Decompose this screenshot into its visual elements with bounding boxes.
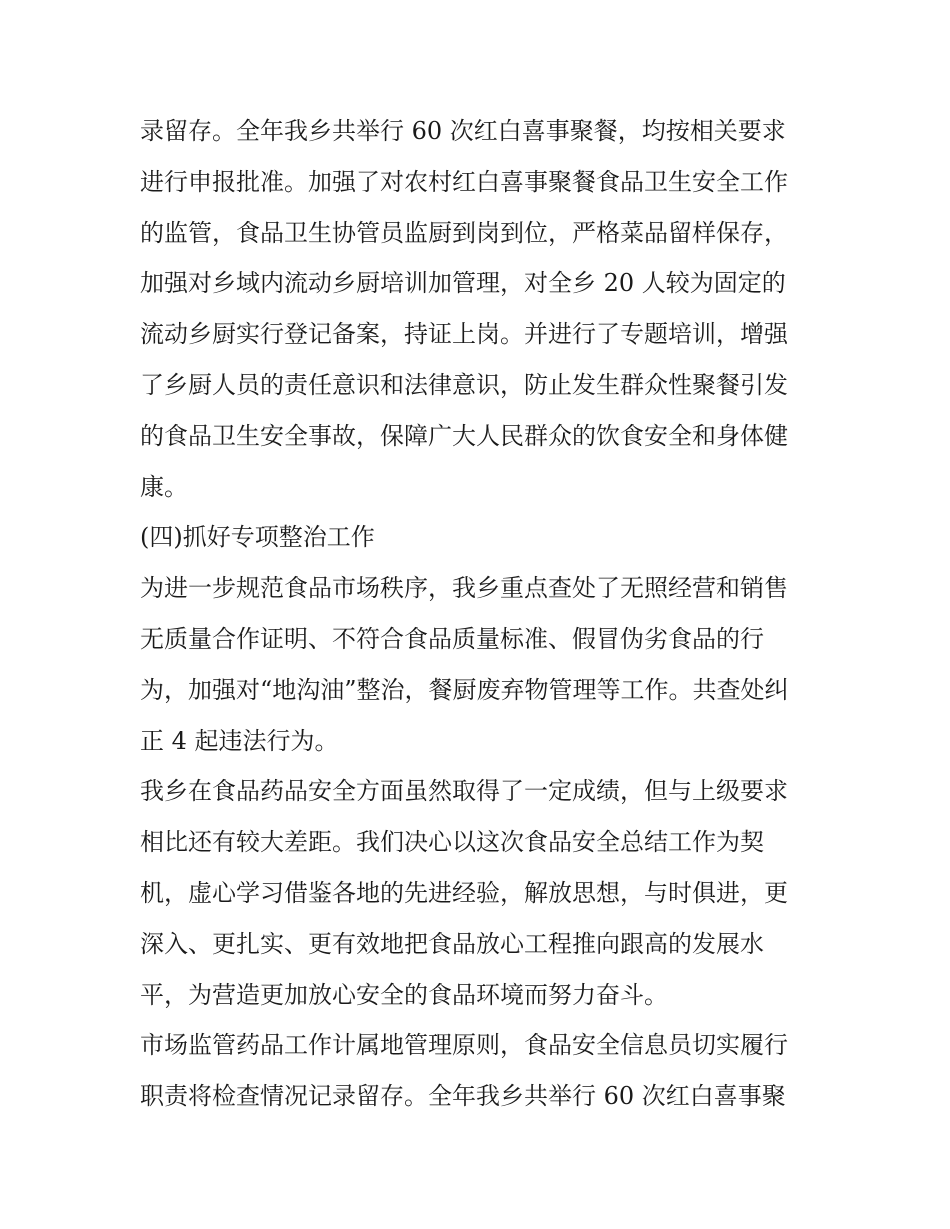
- text-line: 我乡在食品药品安全方面虽然取得了一定成绩，但与上级要求: [140, 777, 788, 806]
- text-line: 为进一步规范食品市场秩序，我乡重点查处了无照经营和销售: [140, 574, 788, 603]
- text-line: 为，加强对“地沟油”整治，餐厨废弃物管理等工作。共查处纠: [140, 675, 789, 704]
- text-line: 了乡厨人员的责任意识和法律意识，防止发生群众性聚餐引发: [140, 370, 788, 399]
- text-line: 机，虚心学习借鉴各地的先进经验，解放思想，与时俱进，更: [140, 878, 788, 907]
- text-line: 职责将检查情况记录留存。全年我乡共举行 60 次红白喜事聚: [140, 1082, 786, 1111]
- text-line: 正 4 起违法行为。: [140, 726, 339, 755]
- text-line: 进行申报批准。加强了对农村红白喜事聚餐食品卫生安全工作: [140, 167, 788, 196]
- text-line: 录留存。全年我乡共举行 60 次红白喜事聚餐，均按相关要求: [140, 117, 786, 145]
- text-line: 流动乡厨实行登记备案，持证上岗。并进行了专题培训，增强: [140, 320, 788, 349]
- text-line: 平，为营造更加放心安全的食品环境而努力奋斗。: [140, 980, 668, 1009]
- section-heading: (四)抓好专项整治工作: [140, 523, 375, 552]
- text-line: 的监管，食品卫生协管员监厨到岗到位，严格菜品留样保存，: [140, 218, 788, 247]
- text-line: 市场监管药品工作计属地管理原则，食品安全信息员切实履行: [140, 1031, 788, 1060]
- text-line: 康。: [140, 472, 188, 501]
- document-body: [140, 106, 820, 1122]
- text-line: 的食品卫生安全事故，保障广大人民群众的饮食安全和身体健: [140, 421, 788, 450]
- text-line: 深入、更扎实、更有效地把食品放心工程推向跟高的发展水: [140, 929, 764, 958]
- text-line: 加强对乡域内流动乡厨培训加管理，对全乡 20 人较为固定的: [140, 269, 786, 298]
- text-line: 无质量合作证明、不符合食品质量标准、假冒伪劣食品的行: [140, 624, 764, 653]
- text-line: 相比还有较大差距。我们决心以这次食品安全总结工作为契: [140, 828, 764, 857]
